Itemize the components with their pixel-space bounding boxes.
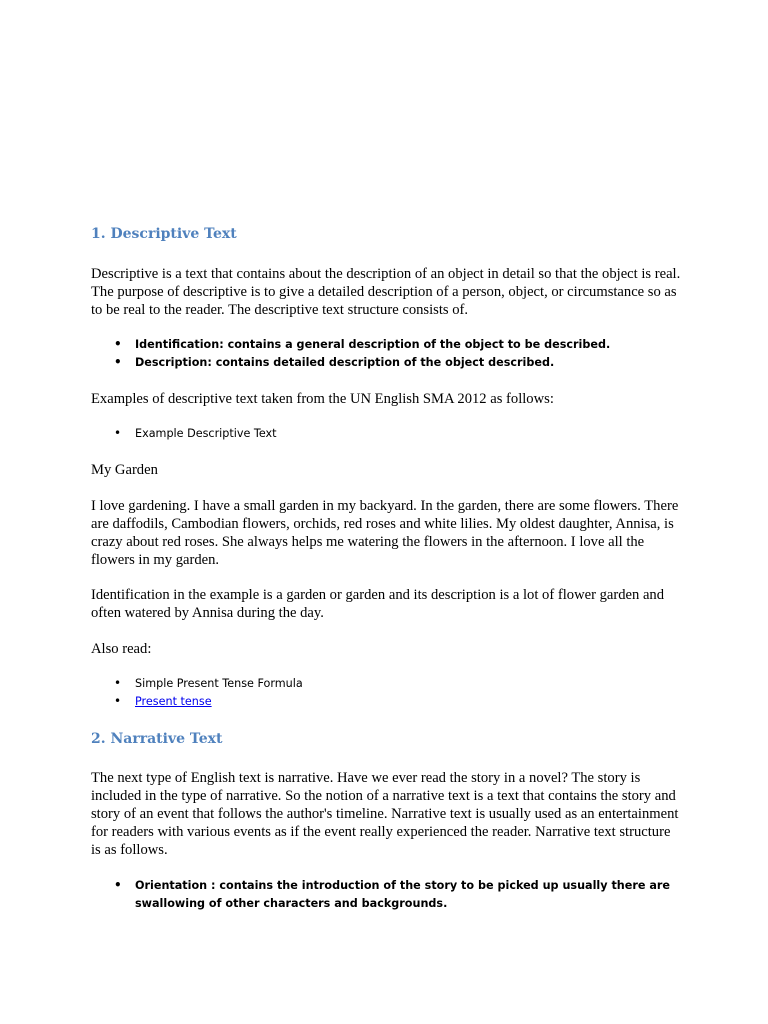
also-read-list (91, 675, 303, 710)
bullet-icon: • (114, 878, 122, 892)
examples-intro-line: Examples of descriptive text taken from the UN English SMA 2012 as follows: (91, 391, 554, 407)
section-heading-narrative: 2. Narrative Text (91, 731, 223, 747)
identification-analysis-paragraph: Identification in the example is a garden or garden and its description is a lot of flower garden and often watered by Annisa during the day. (91, 587, 665, 621)
list-item: • Simple Present Tense Formula (91, 675, 303, 693)
example-label-list (91, 425, 277, 443)
list-item: • Description: contains detailed description of the object described. (91, 354, 610, 372)
bullet-icon: • (114, 354, 122, 369)
descriptive-intro-paragraph: Descriptive is a text that contains about the description of an object in detail so that the object is real. The purpose of descriptive is to give a detailed description of a person, object, or circumstance so as to be real to the reader. The descriptive text structure consists of. (91, 266, 681, 318)
bullet-icon: • (114, 337, 122, 351)
list-item: • Identification: contains a general description of the object to be described. (91, 336, 610, 354)
present-tense-link[interactable]: Present tense (135, 694, 212, 708)
example-body-paragraph: I love gardening. I have a small garden in my backyard. In the garden, there are some flowers. There are daffodils, Cambodian flowers, orchids, red roses and white lilies. My oldest daughter, Annisa, is crazy about red roses. She always helps me watering the flowers in the afternoon. I love all the flowers in my garden. (91, 498, 679, 568)
list-item (91, 693, 303, 711)
also-read-label: Also read: (91, 641, 152, 657)
descriptive-structure-list (91, 336, 610, 371)
section-heading-descriptive: 1. Descriptive Text (91, 226, 237, 242)
example-title: My Garden (91, 462, 158, 478)
narrative-intro-paragraph: The next type of English text is narrative. Have we ever read the story in a novel? The story is included in the type of narrative. So the notion of a narrative text is a text that contains the story and story of an event that follows the author's timeline. Narrative text is usually used as an entertainment for readers with various events as if the event really experienced the reader. Narrative text structure is as follows. (91, 770, 679, 858)
bullet-icon: • (114, 693, 122, 708)
list-item: • Example Descriptive Text (91, 425, 277, 443)
list-item: • Orientation : contains the introduction of the story to be picked up usually there are swallowing of other characters and backgrounds. (114, 878, 671, 910)
bullet-icon: • (114, 426, 122, 440)
bullet-icon: • (114, 676, 122, 690)
narrative-structure-list (91, 877, 680, 912)
